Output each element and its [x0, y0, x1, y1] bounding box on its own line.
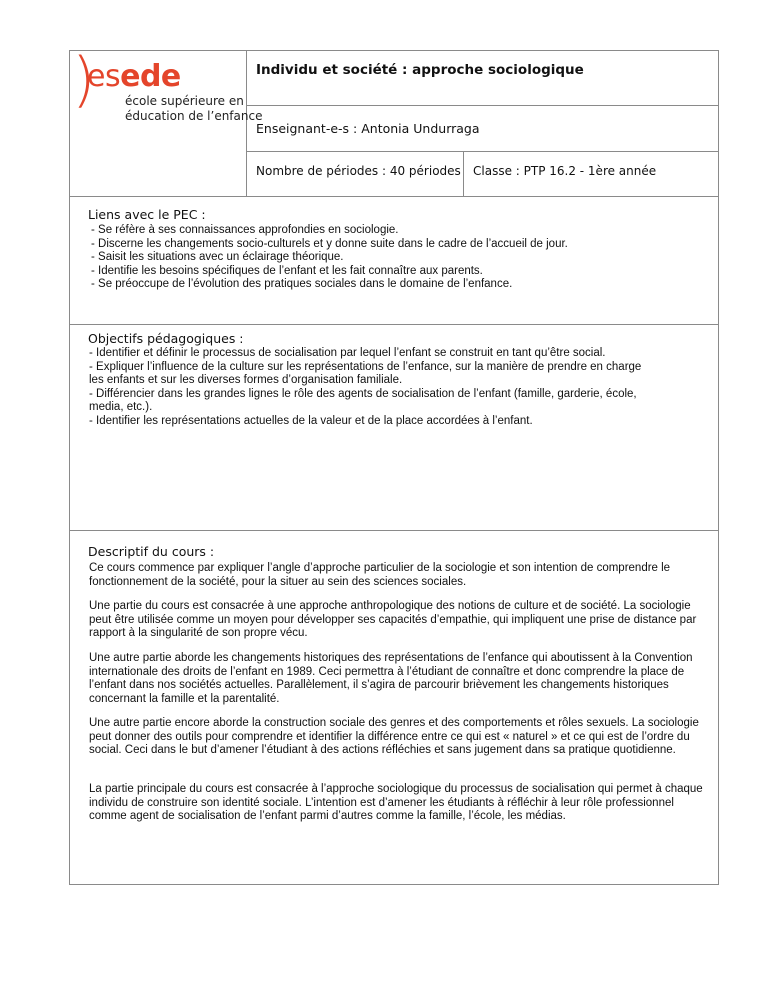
objectives-heading: Objectifs pédagogiques :: [88, 331, 244, 346]
esede-logo: [72, 45, 263, 140]
description-paragraph-5: La partie principale du cours est consacrée à l’approche sociologique du processus de socialisation qui permet à chaque individu de construire son identité sociale. L’intention est d’amener les étudiants à réfléchir à leur rôle professionnel comme agent de socialisation de l’enfant parmi d’autres comme la famille, l’école, les médias.: [89, 783, 703, 823]
pec-item: - Discerne les changements socio-culturels et y donne suite dans le cadre de l’accueil de jour.: [91, 237, 568, 250]
section-divider-pec: [69, 196, 719, 197]
header-divider-periods: [463, 151, 464, 196]
logo-subtitle-line-2: éducation de l’enfance: [125, 109, 263, 123]
logo-parenthesis: ): [72, 45, 96, 115]
logo-word-light: es: [87, 59, 121, 94]
section-divider-objectives: [69, 324, 719, 325]
pec-item: - Identifie les besoins spécifiques de l’enfant et les fait connaître aux parents.: [91, 264, 483, 277]
pec-item: - Saisit les situations avec un éclairage théorique.: [91, 251, 344, 264]
teacher-name: Enseignant-e-s : Antonia Undurraga: [256, 121, 480, 136]
pec-list: [91, 224, 568, 292]
section-divider-description: [69, 530, 719, 531]
description-paragraph-4: Une autre partie encore aborde la construction sociale des genres et des comportements et rôles sexuels. La sociologie peut donner des outils pour comprendre et identifier la différence entre ce qui est « naturel » et ce qui est de l’ordre du social. Ceci dans le but d’amener l’étudiant à des actions réfléchies et sans jugement dans sa pratique quotidienne.: [89, 717, 699, 757]
pec-item: - Se préoccupe de l’évolution des pratiques sociales dans le domaine de l’enfance.: [91, 278, 513, 291]
periods-count: Nombre de périodes : 40 périodes: [256, 164, 461, 178]
description-paragraph-2: Une partie du cours est consacrée à une approche anthropologique des notions de culture et de société. La sociologie peut être utilisée comme un moyen pour développer ses capacités d’empathie, qui impliquent une prise de distance par rapport à la singularité de son propre vécu.: [89, 600, 697, 640]
pec-heading: Liens avec le PEC :: [88, 207, 206, 222]
pec-item: - Se réfère à ses connaissances approfondies en sociologie.: [91, 224, 399, 236]
class-label: Classe : PTP 16.2 - 1ère année: [473, 164, 657, 178]
objective-line: - Identifier et définir le processus de socialisation par lequel l’enfant se construit en tant qu’être social.: [89, 347, 606, 359]
objective-line: media, etc.).: [89, 401, 153, 414]
objective-line: - Expliquer l’influence de la culture sur les représentations de l’enfance, sur la manière de prendre en charge: [89, 360, 642, 373]
logo-subtitle: [125, 94, 262, 124]
objective-line: les enfants et sur les diverses formes d’organisation familiale.: [89, 374, 403, 387]
objective-line: - Identifier les représentations actuelles de la valeur et de la place accordées à l’enfant.: [89, 414, 533, 427]
objective-line: - Différencier dans les grandes lignes le rôle des agents de socialisation de l’enfant (famille, garderie, école,: [89, 387, 637, 400]
header-divider-2: [246, 151, 719, 152]
description-heading: Descriptif du cours :: [88, 544, 215, 559]
logo-wordmark: [87, 59, 181, 94]
header-divider-1: [246, 105, 719, 106]
logo-subtitle-line-1: école supérieure en: [125, 94, 244, 108]
description-paragraph-3: Une autre partie aborde les changements historiques des représentations de l’enfance qui aboutissent à la Convention internationale des droits de l’enfant en 1989. Ceci permettra à l’étudiant de connaître et donc comprendre la place de l’enfant dans nos sociétés actuelles. Parallèlement, il s’agira de parcourir brièvement les changements historiques concernant la famille et la parentalité.: [89, 652, 693, 705]
logo-word-bold: ede: [120, 59, 181, 94]
course-title: Individu et société : approche sociologique: [256, 62, 584, 78]
description-paragraph-1: Ce cours commence par expliquer l’angle d’approche particulier de la sociologie et son intention de comprendre le fonctionnement de la société, pour la situer au sein des sciences sociales.: [89, 562, 671, 588]
objectives-list: [89, 347, 641, 429]
